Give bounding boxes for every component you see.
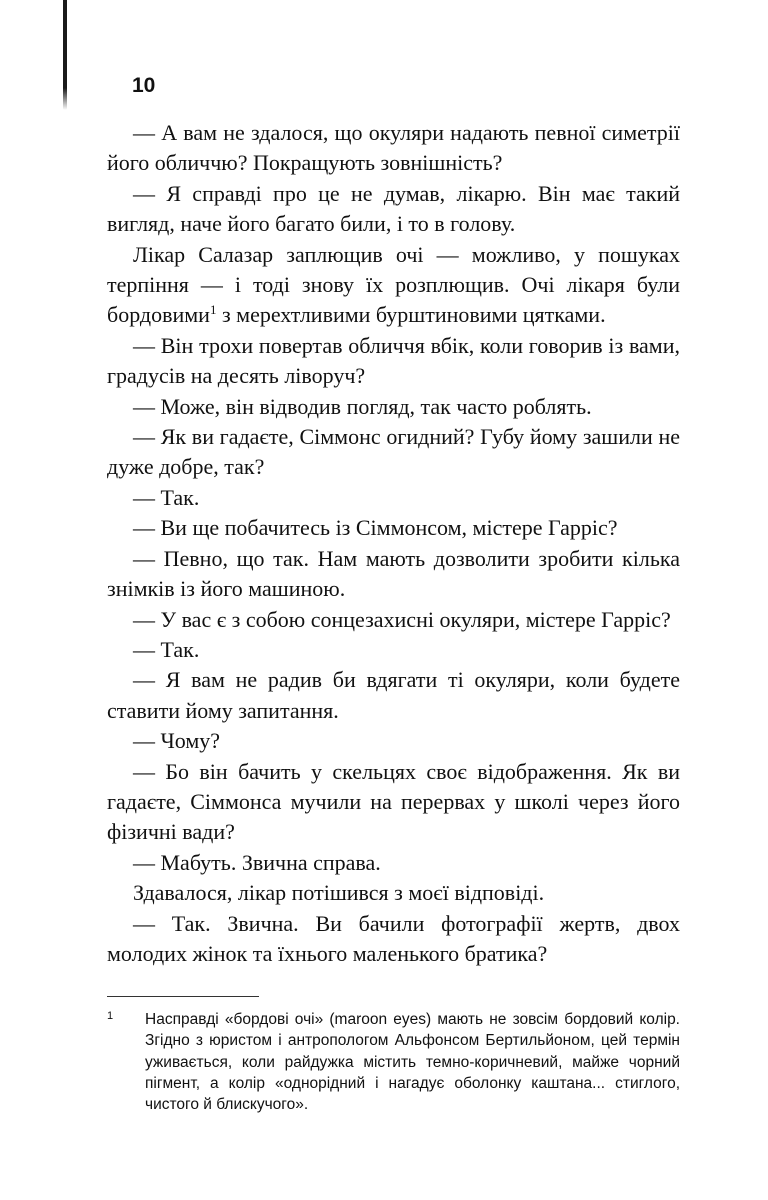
- footnote-separator: [107, 996, 259, 997]
- paragraph: — У вас є з собою сонцезахисні окуляри, містере Гарріс?: [133, 606, 671, 632]
- paragraph: [107, 240, 680, 331]
- paragraph: — А вам не здалося, що окуляри надають певної симетрії його обличчю? Покращують зовнішність?: [107, 120, 680, 176]
- paragraph: — Він трохи повертав обличчя вбік, коли говорив із вами, градусів на десять ліворуч?: [107, 332, 680, 389]
- paragraph: — Певно, що так. Нам мають дозволити зробити кілька знімків із його машиною.: [107, 545, 680, 602]
- paragraph: — Я вам не радив би вдягати ті окуляри, коли будете ставити йому запитання.: [107, 667, 680, 723]
- paragraph: — Так.: [133, 636, 200, 662]
- paragraph: — Чому?: [133, 728, 221, 754]
- footnote-marker: 1: [107, 1010, 114, 1022]
- paragraph: Здавалося, лікар потішився з моєї відповіді.: [133, 880, 545, 906]
- paragraph-text: Лікар Салазар заплющив очі — можливо, у пошуках терпіння — і тоді знову їх розплющив. Очі лікаря були бордовими: [107, 241, 680, 328]
- paragraph: — Так. Звична. Ви бачили фотографії жертв, двох молодих жінок та їхнього маленького братика?: [107, 910, 680, 966]
- paragraph: — Бо він бачить у скельцях своє відображення. Як ви гадаєте, Сіммонса мучили на перервах у школі через його фізичні вади?: [107, 758, 680, 845]
- footnote-text: Насправді «бордові очі» (maroon eyes) мають не зовсім бордовий колір. Згідно з юристом і антропологом Альфонсом Бертильйоном, цей термін уживається, коли райдужка містить темно-коричневий, майже чорний пігмент, а колір «однорідний і нагадує оболонку каштана... стиглого, чистого й блискучого».: [145, 1011, 680, 1114]
- footnote: [107, 1009, 680, 1115]
- paragraph-text-continued: з мерехтливими бурштиновими цятками.: [216, 302, 606, 328]
- main-text: [107, 118, 680, 969]
- paragraph: — Мабуть. Звична справа.: [133, 849, 381, 875]
- footnote-reference: 1: [209, 302, 217, 318]
- paragraph: — Я справді про це не думав, лікарю. Він має такий вигляд, наче його багато били, і то в голову.: [107, 180, 680, 237]
- paragraph: — Як ви гадаєте, Сіммонс огидний? Губу йому зашили не дуже добре, так?: [107, 424, 680, 480]
- paragraph: — Може, він відводив погляд, так часто роблять.: [133, 393, 592, 419]
- page-number: 10: [132, 74, 156, 97]
- paragraph: — Ви ще побачитесь із Сіммонсом, містере Гарріс?: [133, 515, 618, 541]
- page-edge-mark: [63, 0, 67, 110]
- paragraph: — Так.: [133, 484, 200, 510]
